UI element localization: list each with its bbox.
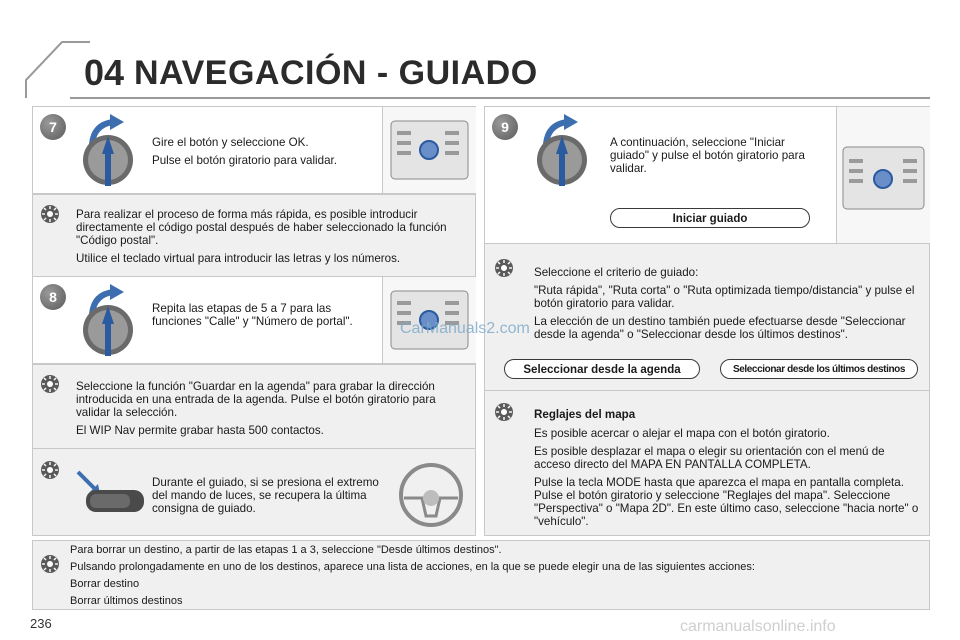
iniciar-guiado-button[interactable]: Iniciar guiado — [610, 208, 810, 228]
tip-sun-icon — [40, 374, 60, 394]
tip-sun-icon — [494, 258, 514, 278]
tip-sun-icon — [40, 204, 60, 224]
step-7-badge: 7 — [40, 114, 66, 140]
step-8-text: Repita las etapas de 5 a 7 para las funciones "Calle" y "Número de portal". — [152, 302, 353, 328]
header-rule — [70, 97, 930, 99]
tip-1-text: Para realizar el proceso de forma más rápida, es posible introducir directamente el código postal después de haber seleccionado la función "Código postal". Utilice el teclado virtual para introducir las letras y los números. — [76, 208, 447, 265]
chapter-number: 04 — [84, 52, 125, 93]
steering-wheel-icon — [396, 460, 466, 530]
separator — [484, 390, 930, 391]
page-title: NAVEGACIÓN - GUIADO — [134, 54, 538, 92]
step-9-text: A continuación, seleccione "Iniciar guiado" y pulse el botón giratorio para validar. — [610, 136, 805, 175]
tip-4-text: Seleccione el criterio de guiado: "Ruta rápida", "Ruta corta" o "Ruta optimizada tiempo/distancia" y pulse el botón giratorio para validar. La elección de un destino también puede efectuarse desde "Seleccionar desde la agenda" o "Seleccionar desde los últimos destinos". — [534, 266, 915, 341]
header-corner-decoration — [22, 40, 92, 100]
rotary-knob-icon — [80, 132, 136, 188]
bottom-note-text: Para borrar un destino, a partir de las etapas 1 a 3, seleccione "Desde últimos destinos". Pulsando prolongadamente en uno de los destinos, aparece una lista de acciones, en la que se puede elegir una de las siguientes acciones: Borrar destino Borrar últimos destinos — [70, 544, 755, 607]
watermark-center: CarManuals2.com — [400, 320, 530, 337]
tip-sun-icon — [40, 554, 60, 574]
light-stalk-icon — [76, 470, 146, 520]
rotary-knob-icon — [534, 132, 590, 188]
seleccionar-ultimos-destinos-button[interactable]: Seleccionar desde los últimos destinos — [720, 359, 918, 379]
tip-5-text: Es posible acercar o alejar el mapa con el botón giratorio. Es posible desplazar el mapa o elegir su orientación con el menú de acceso directo del MAPA EN PANTALLA COMPLETA. Pulse la tecla MODE hasta que aparezca el mapa en pantalla completa. Pulse el botón giratorio y seleccione "Reglajes del mapa". Seleccione "Perspectiva" o "Mapa 2D". En este último caso, seleccione "hacia norte" o "vehículo". — [534, 427, 919, 528]
separator — [32, 194, 476, 195]
tip-2-text: Seleccione la función "Guardar en la agenda" para grabar la dirección introducida en una entrada de la agenda. Pulse el botón giratorio para validar la selección. El WIP Nav permite grabar hasta 500 contactos. — [76, 380, 436, 437]
step-8-badge: 8 — [40, 284, 66, 310]
tip-sun-icon — [494, 402, 514, 422]
step-7-text: Gire el botón y seleccione OK. Pulse el botón giratorio para validar. — [152, 136, 337, 167]
watermark-bottom: carmanualsonline.info — [680, 618, 836, 635]
step-9-badge: 9 — [492, 114, 518, 140]
rotary-knob-icon — [80, 302, 136, 358]
radio-unit-illustration — [382, 107, 476, 193]
tip-5-heading: Reglajes del mapa — [534, 408, 636, 421]
tip-3-text: Durante el guiado, si se presiona el extremo del mando de luces, se recupera la última consigna de guiado. — [152, 476, 379, 515]
tip-sun-icon — [40, 460, 60, 480]
seleccionar-agenda-button[interactable]: Seleccionar desde la agenda — [504, 359, 700, 379]
radio-unit-illustration — [836, 107, 930, 243]
separator — [32, 448, 476, 449]
separator — [32, 364, 476, 365]
page-number: 236 — [30, 616, 52, 631]
